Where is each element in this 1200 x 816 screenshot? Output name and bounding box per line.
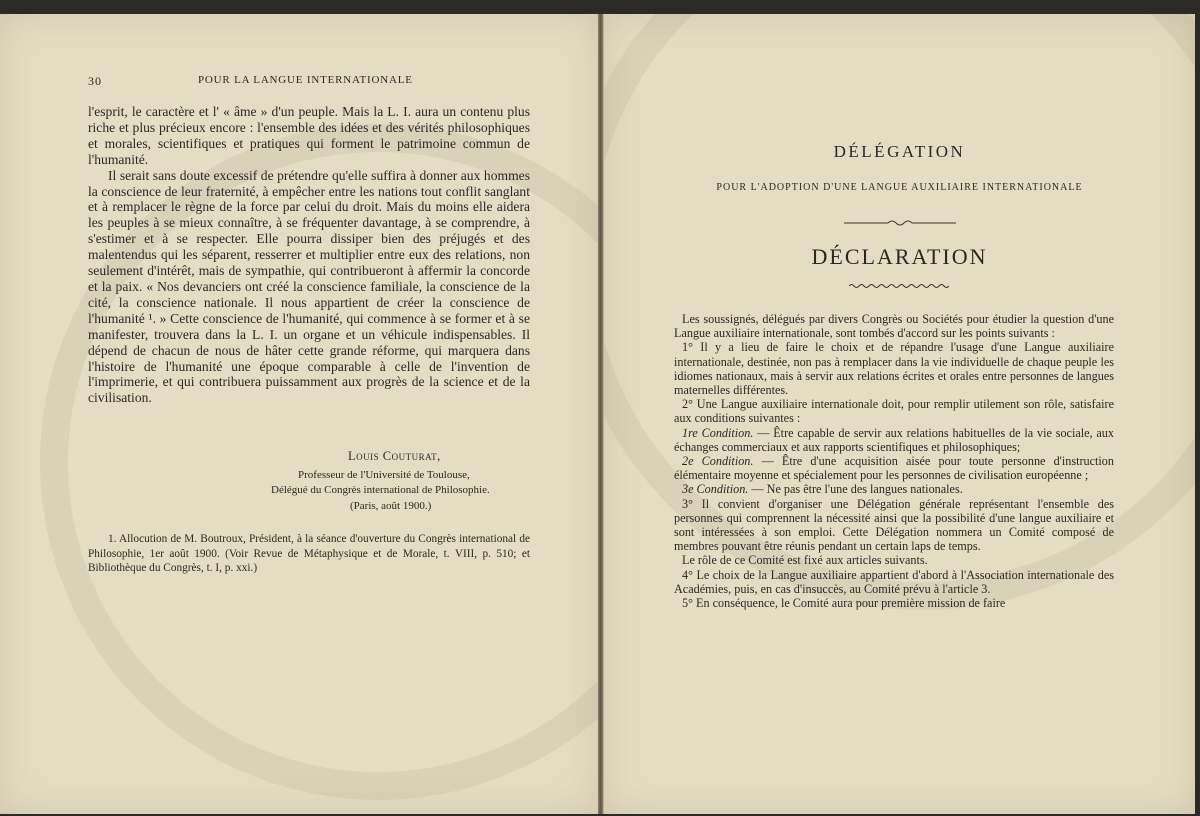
signature-affiliation: Professeur de l'Université de Toulouse, [298, 469, 470, 481]
declaration-point-5: 5° En conséquence, le Comité aura pour première mission de faire [682, 596, 1006, 611]
declaration-point-2: 2° Une Langue auxiliaire internationale doit, pour remplir utilement son rôle, satisfaire aux conditions suivantes : [674, 397, 1114, 426]
delegation-title: DÉLÉGATION [833, 142, 966, 161]
declaration-intro: Les soussignés, délégués par divers Congrès ou Sociétés pour étudier la question d'une Langue auxiliaire internationale, sont tombés d'accord sur les points suivants : [674, 312, 1114, 341]
condition-1 [674, 426, 1114, 454]
condition-2 [674, 454, 1114, 482]
body-text [88, 104, 530, 406]
condition-2-label: 2e Condition. [682, 454, 754, 469]
page-number: 30 [88, 74, 102, 88]
paragraph-1: l'esprit, le caractère et l' « âme » d'un peuple. Mais la L. I. aura un contenu plus riche et plus précieux encore : l'ensemble des idées et des vérités philosophiques et morales, scientifiques et pratiques qui forment le patrimoine commun de l'humanité. [88, 104, 530, 167]
condition-1-label: 1re Condition. [682, 425, 754, 440]
signature-role: Délégué du Congrès international de Philosophie. [271, 484, 490, 496]
footnote: 1. Allocution de M. Boutroux, Président, à la séance d'ouverture du Congrès international de Philosophie, 1er août 1900. (Voir Revue de Métaphysique et de Morale, t. VIII, p. 510; et Bibliothèque du Congrès, t. I, p. xxi.) [88, 533, 530, 574]
declaration-heading: DÉCLARATION [811, 244, 988, 269]
signature-name: Louis Couturat, [348, 449, 441, 463]
delegation-subtitle: POUR L'ADOPTION D'UNE LANGUE AUXILIAIRE INTERNATIONALE [716, 182, 1083, 193]
ornament-divider [844, 219, 956, 227]
signature-date: (Paris, août 1900.) [350, 500, 432, 512]
declaration-point-1: 1° Il y a lieu de faire le choix et de répandre l'usage d'une Langue auxiliaire internationale, destinée, non pas à remplacer dans la vie individuelle de chaque peuple les idiomes nationaux, mais à servir aux relations écrites et orales entre personnes de langues maternelles différentes. [674, 340, 1114, 398]
condition-3-label: 3e Condition. [682, 482, 749, 497]
condition-2-text: — Être d'une acquisition aisée pour toute personne d'instruction élémentaire moyenne et spécialement pour les personnes de civilisation européenne ; [674, 454, 1114, 483]
right-page [603, 14, 1195, 814]
condition-3 [674, 482, 1114, 496]
running-head [88, 74, 528, 92]
declaration-point-3: 3° Il convient d'organiser une Délégation générale représentant l'ensemble des personnes qui comprennent la nécessité ainsi que la possibilité d'une langue auxiliaire et sont intéressées à son emploi. Cette Délégation nommera un Comité composé de membres pouvant être réunis pendant un certain laps de temps. [674, 496, 1114, 554]
paragraph-2: Il serait sans doute excessif de prétendre qu'elle suffira à donner aux hommes la conscience de leur fraternité, à empêcher entre les nations tout conflit sanglant et à remplacer le règne de la force par celui du droit. Mais du moins elle aidera les peuples à se mieux connaître, à se fréquenter davantage, à se comprendre, à s'estimer et à se respecter. Elle pourra dissiper bien des préjugés et des malentendus qui les séparent, resserrer et multiplier entre eux des relations, non seulement d'intérêt, mais de sympathie, qui contribueront à affermir la concorde et la paix. « Nos devanciers ont créé la conscience familiale, la conscience de la cité, la conscience nationale. Il nous appartient de créer la conscience de l'humanité ¹. » Cette conscience de l'humanité, qui commence à se former et à se manifester, trouvera dans la L. I. un organe et un véhicule indispensables. Il dépend de chacun de nous de hâter cette grande réforme, qui marquera dans l'histoire de l'humanité une époque comparable à celle de l'invention de l'imprimerie, et qui contribuera puissamment aux progrès de la science et de la civilisation. [88, 167, 530, 406]
left-page [0, 14, 599, 814]
declaration-body [674, 312, 1114, 610]
committee-role: Le rôle de ce Comité est fixé aux articles suivants. [682, 553, 928, 568]
condition-3-text: — Ne pas être l'une des langues nationales. [748, 482, 963, 497]
squiggle-divider [849, 282, 949, 290]
running-title: POUR LA LANGUE INTERNATIONALE [198, 74, 413, 86]
declaration-point-4: 4° Le choix de la Langue auxiliaire appartient d'abord à l'Association internationale des Académies, puis, en cas d'insuccès, au Comité prévu à l'article 3. [674, 567, 1114, 596]
condition-1-text: — Être capable de servir aux relations habituelles de la vie sociale, aux échanges commerciaux et aux rapports scientifiques et philosophiques; [674, 425, 1114, 454]
